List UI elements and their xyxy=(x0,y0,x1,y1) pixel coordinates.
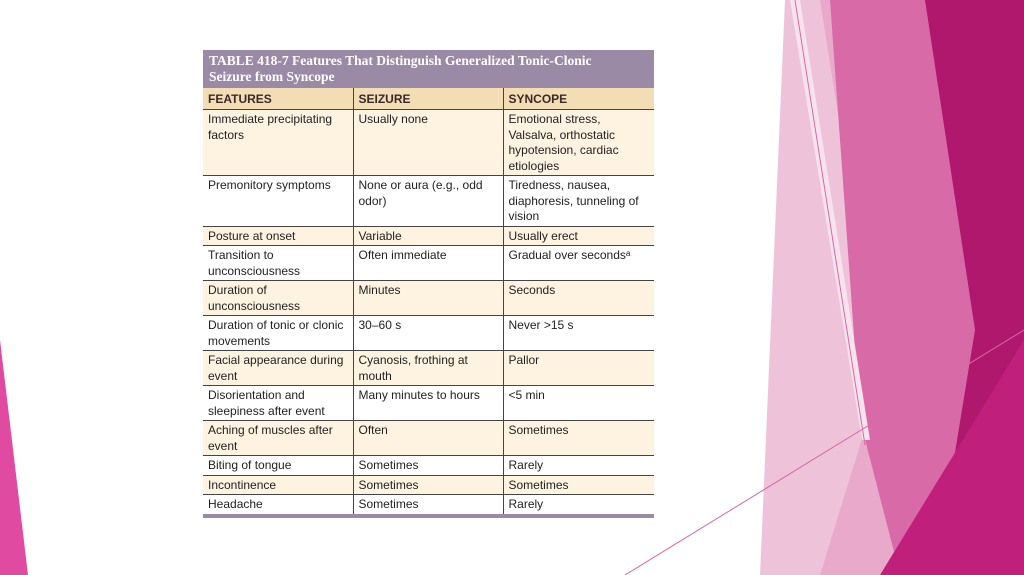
cell-syncope: <5 min xyxy=(503,386,654,421)
table-row xyxy=(203,421,654,456)
cell-feature: Premonitory symptoms xyxy=(203,176,353,227)
cell-seizure: Sometimes xyxy=(353,456,503,476)
cell-feature: Aching of muscles after event xyxy=(203,421,353,456)
cell-feature: Duration of unconsciousness xyxy=(203,281,353,316)
cell-feature: Immediate precipitating factors xyxy=(203,110,353,176)
cell-seizure: Often immediate xyxy=(353,246,503,281)
cell-seizure: Usually none xyxy=(353,110,503,176)
cell-syncope: Never >15 s xyxy=(503,316,654,351)
table-row xyxy=(203,456,654,476)
table-row xyxy=(203,246,654,281)
cell-syncope: Sometimes xyxy=(503,421,654,456)
cell-syncope: Usually erect xyxy=(503,226,654,246)
cell-syncope: Seconds xyxy=(503,281,654,316)
header-features: FEATURES xyxy=(203,88,353,110)
table-row xyxy=(203,495,654,514)
table-row xyxy=(203,226,654,246)
header-seizure: SEIZURE xyxy=(353,88,503,110)
table-title: TABLE 418-7 Features That Distinguish Generalized Tonic-Clonic Seizure from Syncope xyxy=(203,50,654,88)
cell-seizure: Sometimes xyxy=(353,475,503,495)
cell-seizure: Sometimes xyxy=(353,495,503,514)
cell-feature: Posture at onset xyxy=(203,226,353,246)
cell-feature: Headache xyxy=(203,495,353,514)
cell-feature: Disorientation and sleepiness after event xyxy=(203,386,353,421)
cell-feature: Duration of tonic or clonic movements xyxy=(203,316,353,351)
cell-seizure: Often xyxy=(353,421,503,456)
left-pink-shape xyxy=(0,340,28,575)
cell-syncope: Emotional stress, Valsalva, orthostatic hypotension, cardiac etiologies xyxy=(503,110,654,176)
table-row xyxy=(203,351,654,386)
feature-table xyxy=(203,50,654,518)
cell-seizure: Cyanosis, frothing at mouth xyxy=(353,351,503,386)
cell-syncope: Tiredness, nausea, diaphoresis, tunneling of vision xyxy=(503,176,654,227)
cell-syncope: Gradual over secondsᵃ xyxy=(503,246,654,281)
table-row xyxy=(203,316,654,351)
cell-feature: Facial appearance during event xyxy=(203,351,353,386)
cell-feature: Biting of tongue xyxy=(203,456,353,476)
header-syncope: SYNCOPE xyxy=(503,88,654,110)
table-row xyxy=(203,475,654,495)
header-row xyxy=(203,88,654,110)
cell-syncope: Sometimes xyxy=(503,475,654,495)
table-row xyxy=(203,281,654,316)
cell-syncope: Rarely xyxy=(503,495,654,514)
cell-seizure: Minutes xyxy=(353,281,503,316)
cell-seizure: Many minutes to hours xyxy=(353,386,503,421)
comparison-table xyxy=(203,88,654,514)
cell-syncope: Pallor xyxy=(503,351,654,386)
table-row xyxy=(203,110,654,176)
cell-seizure: Variable xyxy=(353,226,503,246)
cell-seizure: 30–60 s xyxy=(353,316,503,351)
cell-feature: Transition to unconsciousness xyxy=(203,246,353,281)
cell-seizure: None or aura (e.g., odd odor) xyxy=(353,176,503,227)
cell-syncope: Rarely xyxy=(503,456,654,476)
cell-feature: Incontinence xyxy=(203,475,353,495)
table-row xyxy=(203,176,654,227)
table-row xyxy=(203,386,654,421)
